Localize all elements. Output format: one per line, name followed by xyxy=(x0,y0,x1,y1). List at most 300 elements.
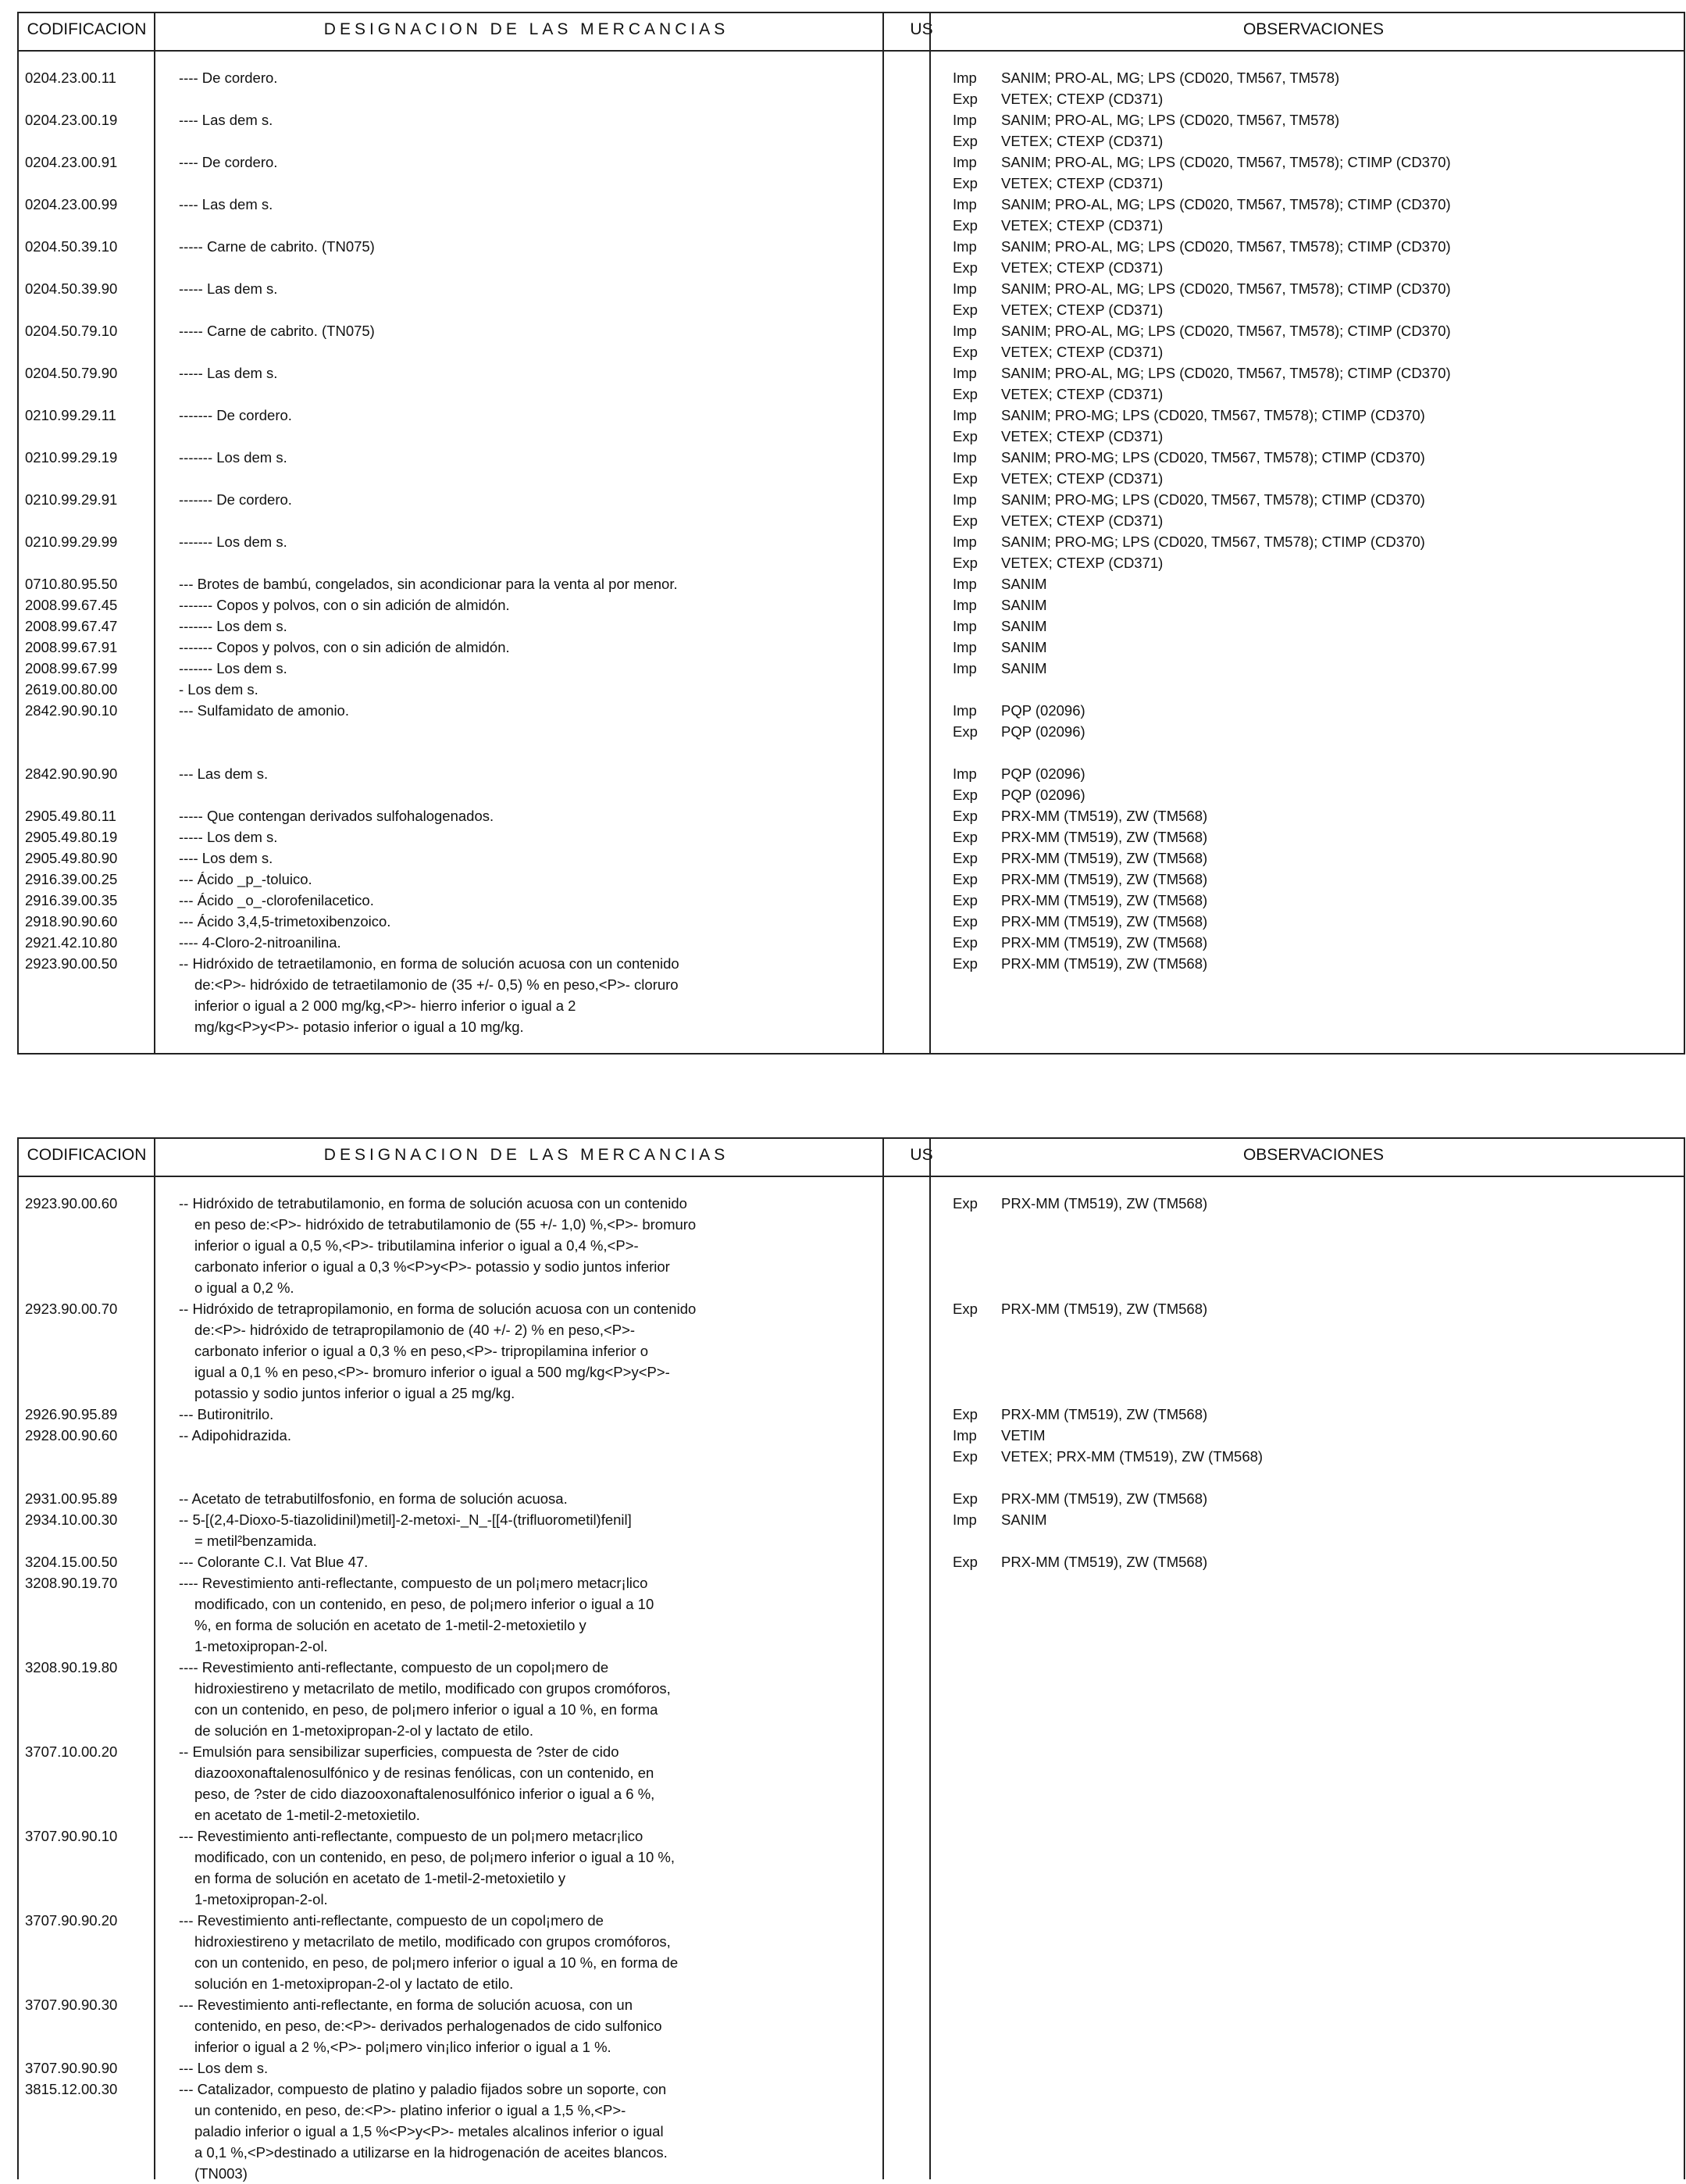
designation-line: peso, de ?ster de cido diazooxonaftalenosulfónico inferior o igual a 6 %, xyxy=(194,1786,655,1802)
row-code: 3208.90.19.70 xyxy=(25,1575,118,1591)
designation-line: ---- Las dem s. xyxy=(179,112,273,128)
row-designation xyxy=(179,1404,866,1425)
observation-text: VETEX; CTEXP (CD371) xyxy=(1001,512,1164,529)
observation-line xyxy=(953,594,1679,616)
observation-text: SANIM; PRO-MG; LPS (CD020, TM567, TM578); CTIMP (CD370) xyxy=(1001,534,1425,550)
table-row xyxy=(19,109,1684,152)
row-code: 3204.15.00.50 xyxy=(25,1554,118,1570)
row-observations xyxy=(953,848,1679,869)
row-designation xyxy=(179,1551,866,1572)
row-code: 2934.10.00.30 xyxy=(25,1511,118,1528)
row-observations xyxy=(953,826,1679,848)
flow-type: Imp xyxy=(953,154,977,170)
row-code: 0210.99.29.11 xyxy=(25,407,116,423)
header-observaciones: OBSERVACIONES xyxy=(1242,20,1385,38)
observation-line xyxy=(953,426,1679,447)
flow-type: Exp xyxy=(953,1490,978,1507)
row-code: 2008.99.67.99 xyxy=(25,660,118,676)
observation-line xyxy=(953,299,1679,320)
flow-type: Exp xyxy=(953,723,978,740)
designation-line: 1-metoxipropan-2-ol. xyxy=(194,1891,328,1907)
observation-text: VETEX; CTEXP (CD371) xyxy=(1001,470,1164,487)
observation-line xyxy=(953,869,1679,890)
row-observations xyxy=(953,1488,1679,1509)
table-row xyxy=(19,236,1684,278)
observation-line xyxy=(953,721,1679,742)
observation-text: VETEX; CTEXP (CD371) xyxy=(1001,555,1164,571)
observation-text: PRX-MM (TM519), ZW (TM568) xyxy=(1001,829,1208,845)
observation-line xyxy=(953,826,1679,848)
table-row xyxy=(19,700,1684,742)
observation-text: SANIM; PRO-MG; LPS (CD020, TM567, TM578); CTIMP (CD370) xyxy=(1001,407,1425,423)
row-code: 0204.23.00.19 xyxy=(25,112,118,128)
observation-text: SANIM; PRO-AL, MG; LPS (CD020, TM567, TM578); CTIMP (CD370) xyxy=(1001,323,1451,339)
observation-line xyxy=(953,215,1679,236)
flow-type: Imp xyxy=(953,323,977,339)
observation-line xyxy=(953,447,1679,468)
row-designation xyxy=(179,1657,866,1741)
row-designation xyxy=(179,1825,866,1910)
observation-line xyxy=(953,784,1679,805)
tariff-table-1 xyxy=(17,12,1685,1055)
observation-text: SANIM xyxy=(1001,639,1047,655)
table-row xyxy=(19,67,1684,109)
designation-line: mg/kg<P>y<P>- potasio inferior o igual a 10 mg/kg. xyxy=(194,1019,524,1035)
table-row xyxy=(19,531,1684,573)
flow-type: Imp xyxy=(953,597,977,613)
flow-type: Imp xyxy=(953,1511,977,1528)
row-observations xyxy=(953,890,1679,911)
row-code: 0210.99.29.19 xyxy=(25,449,118,466)
designation-line: -- Emulsión para sensibilizar superficies, compuesta de ?ster de cido xyxy=(179,1743,619,1760)
row-designation xyxy=(179,531,866,552)
row-designation xyxy=(179,1298,866,1404)
row-observations xyxy=(953,1551,1679,1572)
flow-type: Imp xyxy=(953,576,977,592)
table-row xyxy=(19,658,1684,679)
designation-line: ---- De cordero. xyxy=(179,154,278,170)
row-designation xyxy=(179,679,866,700)
observation-text: VETEX; PRX-MM (TM519), ZW (TM568) xyxy=(1001,1448,1264,1465)
designation-line: ------- Copos y polvos, con o sin adición de almidón. xyxy=(179,639,510,655)
row-code: 2918.90.90.60 xyxy=(25,913,118,930)
row-designation xyxy=(179,1425,866,1446)
flow-type: Imp xyxy=(953,70,977,86)
flow-type: Exp xyxy=(953,1301,978,1317)
row-code: 0204.50.79.90 xyxy=(25,365,118,381)
table-row xyxy=(19,911,1684,932)
observation-line xyxy=(953,257,1679,278)
row-code: 0210.99.29.99 xyxy=(25,534,118,550)
observation-line xyxy=(953,848,1679,869)
observation-text: PRX-MM (TM519), ZW (TM568) xyxy=(1001,1490,1208,1507)
flow-type: Exp xyxy=(953,1195,978,1212)
table-row xyxy=(19,1193,1684,1298)
flow-type: Exp xyxy=(953,1554,978,1570)
table-row xyxy=(19,616,1684,637)
row-designation xyxy=(179,236,866,257)
designation-line: a 0,1 %,<P>destinado a utilizarse en la hidrogenación de aceites blancos. xyxy=(194,2144,668,2161)
observation-line xyxy=(953,616,1679,637)
row-observations xyxy=(953,194,1679,236)
row-observations xyxy=(953,236,1679,278)
observation-text: VETEX; CTEXP (CD371) xyxy=(1001,133,1164,149)
observation-line xyxy=(953,953,1679,974)
designation-line: ----- Que contengan derivados sulfohalogenados. xyxy=(179,808,494,824)
flow-type: Imp xyxy=(953,365,977,381)
row-code: 2905.49.80.90 xyxy=(25,850,118,866)
row-code: 3707.90.90.30 xyxy=(25,1997,118,2013)
row-designation xyxy=(179,616,866,637)
row-code: 2008.99.67.47 xyxy=(25,618,118,634)
row-designation xyxy=(179,2079,866,2184)
flow-type: Exp xyxy=(953,955,978,972)
designation-line: contenido, en peso, de:<P>- derivados perhalogenados de cido sulfonico xyxy=(194,2018,662,2034)
observation-line xyxy=(953,109,1679,130)
row-designation xyxy=(179,447,866,468)
row-code: 0204.23.00.11 xyxy=(25,70,116,86)
observation-text: VETEX; CTEXP (CD371) xyxy=(1001,428,1164,444)
designation-line: inferior o igual a 0,5 %,<P>- tributilamina inferior o igual a 0,4 %,<P>- xyxy=(194,1237,639,1254)
flow-type: Imp xyxy=(953,765,977,782)
row-observations xyxy=(953,1298,1679,1319)
designation-line: de:<P>- hidróxido de tetrapropilamonio de (40 +/- 2) % en peso,<P>- xyxy=(194,1322,636,1338)
flow-type: Exp xyxy=(953,787,978,803)
observation-text: PRX-MM (TM519), ZW (TM568) xyxy=(1001,1406,1208,1422)
designation-line: - Los dem s. xyxy=(179,681,258,698)
flow-type: Exp xyxy=(953,428,978,444)
table-row xyxy=(19,763,1684,805)
row-code: 2931.00.95.89 xyxy=(25,1490,118,1507)
table-row xyxy=(19,1994,1684,2057)
flow-type: Exp xyxy=(953,470,978,487)
observation-text: VETEX; CTEXP (CD371) xyxy=(1001,175,1164,191)
table-row xyxy=(19,679,1684,700)
observation-text: VETEX; CTEXP (CD371) xyxy=(1001,386,1164,402)
designation-line: -- Hidróxido de tetraetilamonio, en forma de solución acuosa con un contenido xyxy=(179,955,679,972)
row-observations xyxy=(953,1509,1679,1530)
row-designation xyxy=(179,1741,866,1825)
row-designation xyxy=(179,1488,866,1509)
observation-text: PRX-MM (TM519), ZW (TM568) xyxy=(1001,808,1208,824)
observation-line xyxy=(953,805,1679,826)
row-code: 3707.90.90.90 xyxy=(25,2060,118,2076)
flow-type: Exp xyxy=(953,808,978,824)
observation-line xyxy=(953,658,1679,679)
table-row xyxy=(19,1488,1684,1509)
row-observations xyxy=(953,953,1679,974)
designation-line: un contenido, en peso, de:<P>- platino inferior o igual a 1,5 %,<P>- xyxy=(194,2102,626,2118)
designation-line: potassio y sodio juntos inferior o igual a 25 mg/kg. xyxy=(194,1385,515,1401)
row-observations xyxy=(953,763,1679,805)
designation-line: = metil²benzamida. xyxy=(194,1533,317,1549)
flow-type: Exp xyxy=(953,871,978,887)
row-designation xyxy=(179,1193,866,1298)
row-designation xyxy=(179,489,866,510)
row-code: 2905.49.80.19 xyxy=(25,829,118,845)
row-code: 2916.39.00.35 xyxy=(25,892,118,908)
flow-type: Imp xyxy=(953,280,977,297)
designation-line: ----- Los dem s. xyxy=(179,829,278,845)
row-code: 2916.39.00.25 xyxy=(25,871,118,887)
header-observaciones: OBSERVACIONES xyxy=(1242,1146,1385,1164)
row-designation xyxy=(179,1572,866,1657)
observation-text: PRX-MM (TM519), ZW (TM568) xyxy=(1001,1554,1208,1570)
row-observations xyxy=(953,616,1679,637)
row-designation xyxy=(179,320,866,341)
designation-line: diazooxonaftalenosulfónico y de resinas fenólicas, con un contenido, en xyxy=(194,1765,654,1781)
observation-text: SANIM; PRO-AL, MG; LPS (CD020, TM567, TM578) xyxy=(1001,112,1340,128)
table-body xyxy=(19,52,1684,1053)
observation-text: VETEX; CTEXP (CD371) xyxy=(1001,259,1164,276)
designation-line: ---- Los dem s. xyxy=(179,850,273,866)
observation-text: SANIM; PRO-MG; LPS (CD020, TM567, TM578); CTIMP (CD370) xyxy=(1001,449,1425,466)
observation-text: VETEX; CTEXP (CD371) xyxy=(1001,91,1164,107)
row-observations xyxy=(953,447,1679,489)
table-row xyxy=(19,637,1684,658)
flow-type: Imp xyxy=(953,618,977,634)
row-code: 2923.90.00.60 xyxy=(25,1195,118,1212)
designation-line: o igual a 0,2 %. xyxy=(194,1279,294,1296)
designation-line: ------- Los dem s. xyxy=(179,449,287,466)
observation-text: SANIM xyxy=(1001,1511,1047,1528)
table-row xyxy=(19,1572,1684,1657)
flow-type: Imp xyxy=(953,639,977,655)
flow-type: Imp xyxy=(953,491,977,508)
designation-line: ------- Los dem s. xyxy=(179,660,287,676)
row-designation xyxy=(179,194,866,215)
designation-line: ------- De cordero. xyxy=(179,491,292,508)
row-designation xyxy=(179,152,866,173)
observation-line xyxy=(953,320,1679,341)
designation-line: carbonato inferior o igual a 0,3 % en peso,<P>- tripropilamina inferior o xyxy=(194,1343,649,1359)
row-code: 0210.99.29.91 xyxy=(25,491,118,508)
observation-line xyxy=(953,911,1679,932)
table-row xyxy=(19,848,1684,869)
flow-type: Imp xyxy=(953,112,977,128)
observation-text: VETIM xyxy=(1001,1427,1046,1444)
observation-line xyxy=(953,700,1679,721)
observation-line xyxy=(953,384,1679,405)
table-row xyxy=(19,1825,1684,1910)
table-row xyxy=(19,489,1684,531)
observation-line xyxy=(953,88,1679,109)
observation-text: VETEX; CTEXP (CD371) xyxy=(1001,302,1164,318)
row-observations xyxy=(953,152,1679,194)
flow-type: Imp xyxy=(953,449,977,466)
designation-line: ------- Los dem s. xyxy=(179,618,287,634)
row-observations xyxy=(953,637,1679,658)
observation-text: SANIM; PRO-MG; LPS (CD020, TM567, TM578); CTIMP (CD370) xyxy=(1001,491,1425,508)
observation-line xyxy=(953,552,1679,573)
observation-text: SANIM; PRO-AL, MG; LPS (CD020, TM567, TM578); CTIMP (CD370) xyxy=(1001,154,1451,170)
observation-text: SANIM xyxy=(1001,618,1047,634)
row-observations xyxy=(953,658,1679,679)
row-designation xyxy=(179,405,866,426)
row-designation xyxy=(179,637,866,658)
designation-line: modificado, con un contenido, en peso, de pol¡mero inferior o igual a 10 xyxy=(194,1596,654,1612)
row-code: 0710.80.95.50 xyxy=(25,576,118,592)
table-row xyxy=(19,362,1684,405)
designation-line: %, en forma de solución en acetato de 1-metil-2-metoxietilo y xyxy=(194,1617,586,1633)
table-row xyxy=(19,890,1684,911)
flow-type: Exp xyxy=(953,175,978,191)
designation-line: -- Adipohidrazida. xyxy=(179,1427,291,1444)
row-designation xyxy=(179,826,866,848)
observation-line xyxy=(953,405,1679,426)
flow-type: Imp xyxy=(953,1427,977,1444)
flow-type: Imp xyxy=(953,407,977,423)
observation-text: SANIM xyxy=(1001,576,1047,592)
observation-line xyxy=(953,1551,1679,1572)
observation-line xyxy=(953,1193,1679,1214)
row-observations xyxy=(953,805,1679,826)
flow-type: Exp xyxy=(953,217,978,234)
designation-line: ----- Carne de cabrito. (TN075) xyxy=(179,323,375,339)
header-us: US xyxy=(910,20,933,38)
observation-text: PQP (02096) xyxy=(1001,723,1085,740)
row-code: 0204.50.39.10 xyxy=(25,238,118,255)
table-row xyxy=(19,1741,1684,1825)
designation-line: inferior o igual a 2 %,<P>- pol¡mero vin¡lico inferior o igual a 1 %. xyxy=(194,2039,611,2055)
row-code: 2923.90.00.70 xyxy=(25,1301,118,1317)
designation-line: en forma de solución en acetato de 1-metil-2-metoxietilo y xyxy=(194,1870,566,1886)
row-code: 3815.12.00.30 xyxy=(25,2081,118,2097)
header-designacion: DESIGNACION DE LAS MERCANCIAS xyxy=(323,20,729,38)
observation-line xyxy=(953,362,1679,384)
designation-line: ----- Las dem s. xyxy=(179,365,278,381)
designation-line: --- Los dem s. xyxy=(179,2060,269,2076)
flow-type: Imp xyxy=(953,196,977,212)
row-designation xyxy=(179,763,866,784)
observation-line xyxy=(953,1488,1679,1509)
designation-line: 1-metoxipropan-2-ol. xyxy=(194,1638,328,1654)
designation-line: igual a 0,1 % en peso,<P>- bromuro inferior o igual a 500 mg/kg<P>y<P>- xyxy=(194,1364,670,1380)
observation-line xyxy=(953,152,1679,173)
observation-line xyxy=(953,236,1679,257)
table-row xyxy=(19,2057,1684,2079)
designation-line: hidroxiestireno y metacrilato de metilo, modificado con grupos cromóforos, xyxy=(194,1680,671,1697)
designation-line: -- Hidróxido de tetrapropilamonio, en forma de solución acuosa con un contenido xyxy=(179,1301,697,1317)
flow-type: Imp xyxy=(953,702,977,719)
observation-line xyxy=(953,531,1679,552)
designation-line: --- Ácido _o_-clorofenilacetico. xyxy=(179,892,374,908)
table-header xyxy=(19,13,1684,52)
row-code: 2842.90.90.10 xyxy=(25,702,118,719)
row-observations xyxy=(953,594,1679,616)
table-row xyxy=(19,826,1684,848)
flow-type: Exp xyxy=(953,1406,978,1422)
designation-line: ---- De cordero. xyxy=(179,70,278,86)
flow-type: Exp xyxy=(953,829,978,845)
row-observations xyxy=(953,405,1679,447)
table-row xyxy=(19,1404,1684,1425)
row-code: 2008.99.67.91 xyxy=(25,639,118,655)
designation-line: con un contenido, en peso, de pol¡mero inferior o igual a 10 %, en forma xyxy=(194,1701,658,1718)
observation-line xyxy=(953,341,1679,362)
observation-line xyxy=(953,1425,1679,1446)
row-observations xyxy=(953,320,1679,362)
flow-type: Exp xyxy=(953,555,978,571)
row-code: 0204.23.00.99 xyxy=(25,196,118,212)
observation-line xyxy=(953,173,1679,194)
flow-type: Imp xyxy=(953,534,977,550)
flow-type: Exp xyxy=(953,259,978,276)
row-code: 2921.42.10.80 xyxy=(25,934,118,951)
header-codificacion: CODIFICACION xyxy=(27,20,147,38)
row-designation xyxy=(179,848,866,869)
table-row xyxy=(19,152,1684,194)
flow-type: Exp xyxy=(953,512,978,529)
row-code: 2905.49.80.11 xyxy=(25,808,116,824)
table-row xyxy=(19,447,1684,489)
row-designation xyxy=(179,890,866,911)
designation-line: -- 5-[(2,4-Dioxo-5-tiazolidinil)metil]-2-metoxi-_N_-[[4-(trifluorometil)fenil] xyxy=(179,1511,632,1528)
designation-line: ----- Las dem s. xyxy=(179,280,278,297)
designation-line: ---- Revestimiento anti-reflectante, compuesto de un copol¡mero de xyxy=(179,1659,609,1675)
row-code: 3208.90.19.80 xyxy=(25,1659,118,1675)
row-designation xyxy=(179,594,866,616)
observation-text: VETEX; CTEXP (CD371) xyxy=(1001,344,1164,360)
row-code: 2619.00.80.00 xyxy=(25,681,118,698)
observation-line xyxy=(953,932,1679,953)
observation-line xyxy=(953,1446,1679,1467)
designation-line: ------- Copos y polvos, con o sin adición de almidón. xyxy=(179,597,510,613)
flow-type: Exp xyxy=(953,1448,978,1465)
table-row xyxy=(19,932,1684,953)
table-row xyxy=(19,194,1684,236)
observation-line xyxy=(953,890,1679,911)
flow-type: Exp xyxy=(953,386,978,402)
table-row xyxy=(19,405,1684,447)
header-designacion: DESIGNACION DE LAS MERCANCIAS xyxy=(323,1146,729,1164)
designation-line: ---- Las dem s. xyxy=(179,196,273,212)
observation-line xyxy=(953,194,1679,215)
observation-text: PRX-MM (TM519), ZW (TM568) xyxy=(1001,1301,1208,1317)
designation-line: de solución en 1-metoxipropan-2-ol y lactato de etilo. xyxy=(194,1722,533,1739)
header-us: US xyxy=(910,1146,933,1164)
row-designation xyxy=(179,109,866,130)
observation-line xyxy=(953,573,1679,594)
observation-text: PRX-MM (TM519), ZW (TM568) xyxy=(1001,934,1208,951)
table-row xyxy=(19,1910,1684,1994)
flow-type: Exp xyxy=(953,133,978,149)
row-designation xyxy=(179,362,866,384)
flow-type: Imp xyxy=(953,238,977,255)
designation-line: ------- De cordero. xyxy=(179,407,292,423)
tariff-table-2 xyxy=(17,1137,1685,2182)
observation-line xyxy=(953,1298,1679,1319)
row-code: 0204.50.79.10 xyxy=(25,323,118,339)
observation-text: PRX-MM (TM519), ZW (TM568) xyxy=(1001,871,1208,887)
row-designation xyxy=(179,1994,866,2057)
observation-text: VETEX; CTEXP (CD371) xyxy=(1001,217,1164,234)
flow-type: Exp xyxy=(953,344,978,360)
observation-text: PQP (02096) xyxy=(1001,702,1085,719)
designation-line: modificado, con un contenido, en peso, de pol¡mero inferior o igual a 10 %, xyxy=(194,1849,675,1865)
designation-line: --- Sulfamidato de amonio. xyxy=(179,702,349,719)
header-codificacion: CODIFICACION xyxy=(27,1146,147,1164)
observation-text: SANIM; PRO-AL, MG; LPS (CD020, TM567, TM578) xyxy=(1001,70,1340,86)
designation-line: --- Colorante C.I. Vat Blue 47. xyxy=(179,1554,369,1570)
observation-text: PRX-MM (TM519), ZW (TM568) xyxy=(1001,1195,1208,1212)
designation-line: inferior o igual a 2 000 mg/kg,<P>- hierro inferior o igual a 2 xyxy=(194,997,576,1014)
designation-line: --- Catalizador, compuesto de platino y paladio fijados sobre un soporte, con xyxy=(179,2081,667,2097)
flow-type: Exp xyxy=(953,913,978,930)
designation-line: de:<P>- hidróxido de tetraetilamonio de (35 +/- 0,5) % en peso,<P>- cloruro xyxy=(194,976,679,993)
observation-line xyxy=(953,489,1679,510)
table-row xyxy=(19,1509,1684,1551)
